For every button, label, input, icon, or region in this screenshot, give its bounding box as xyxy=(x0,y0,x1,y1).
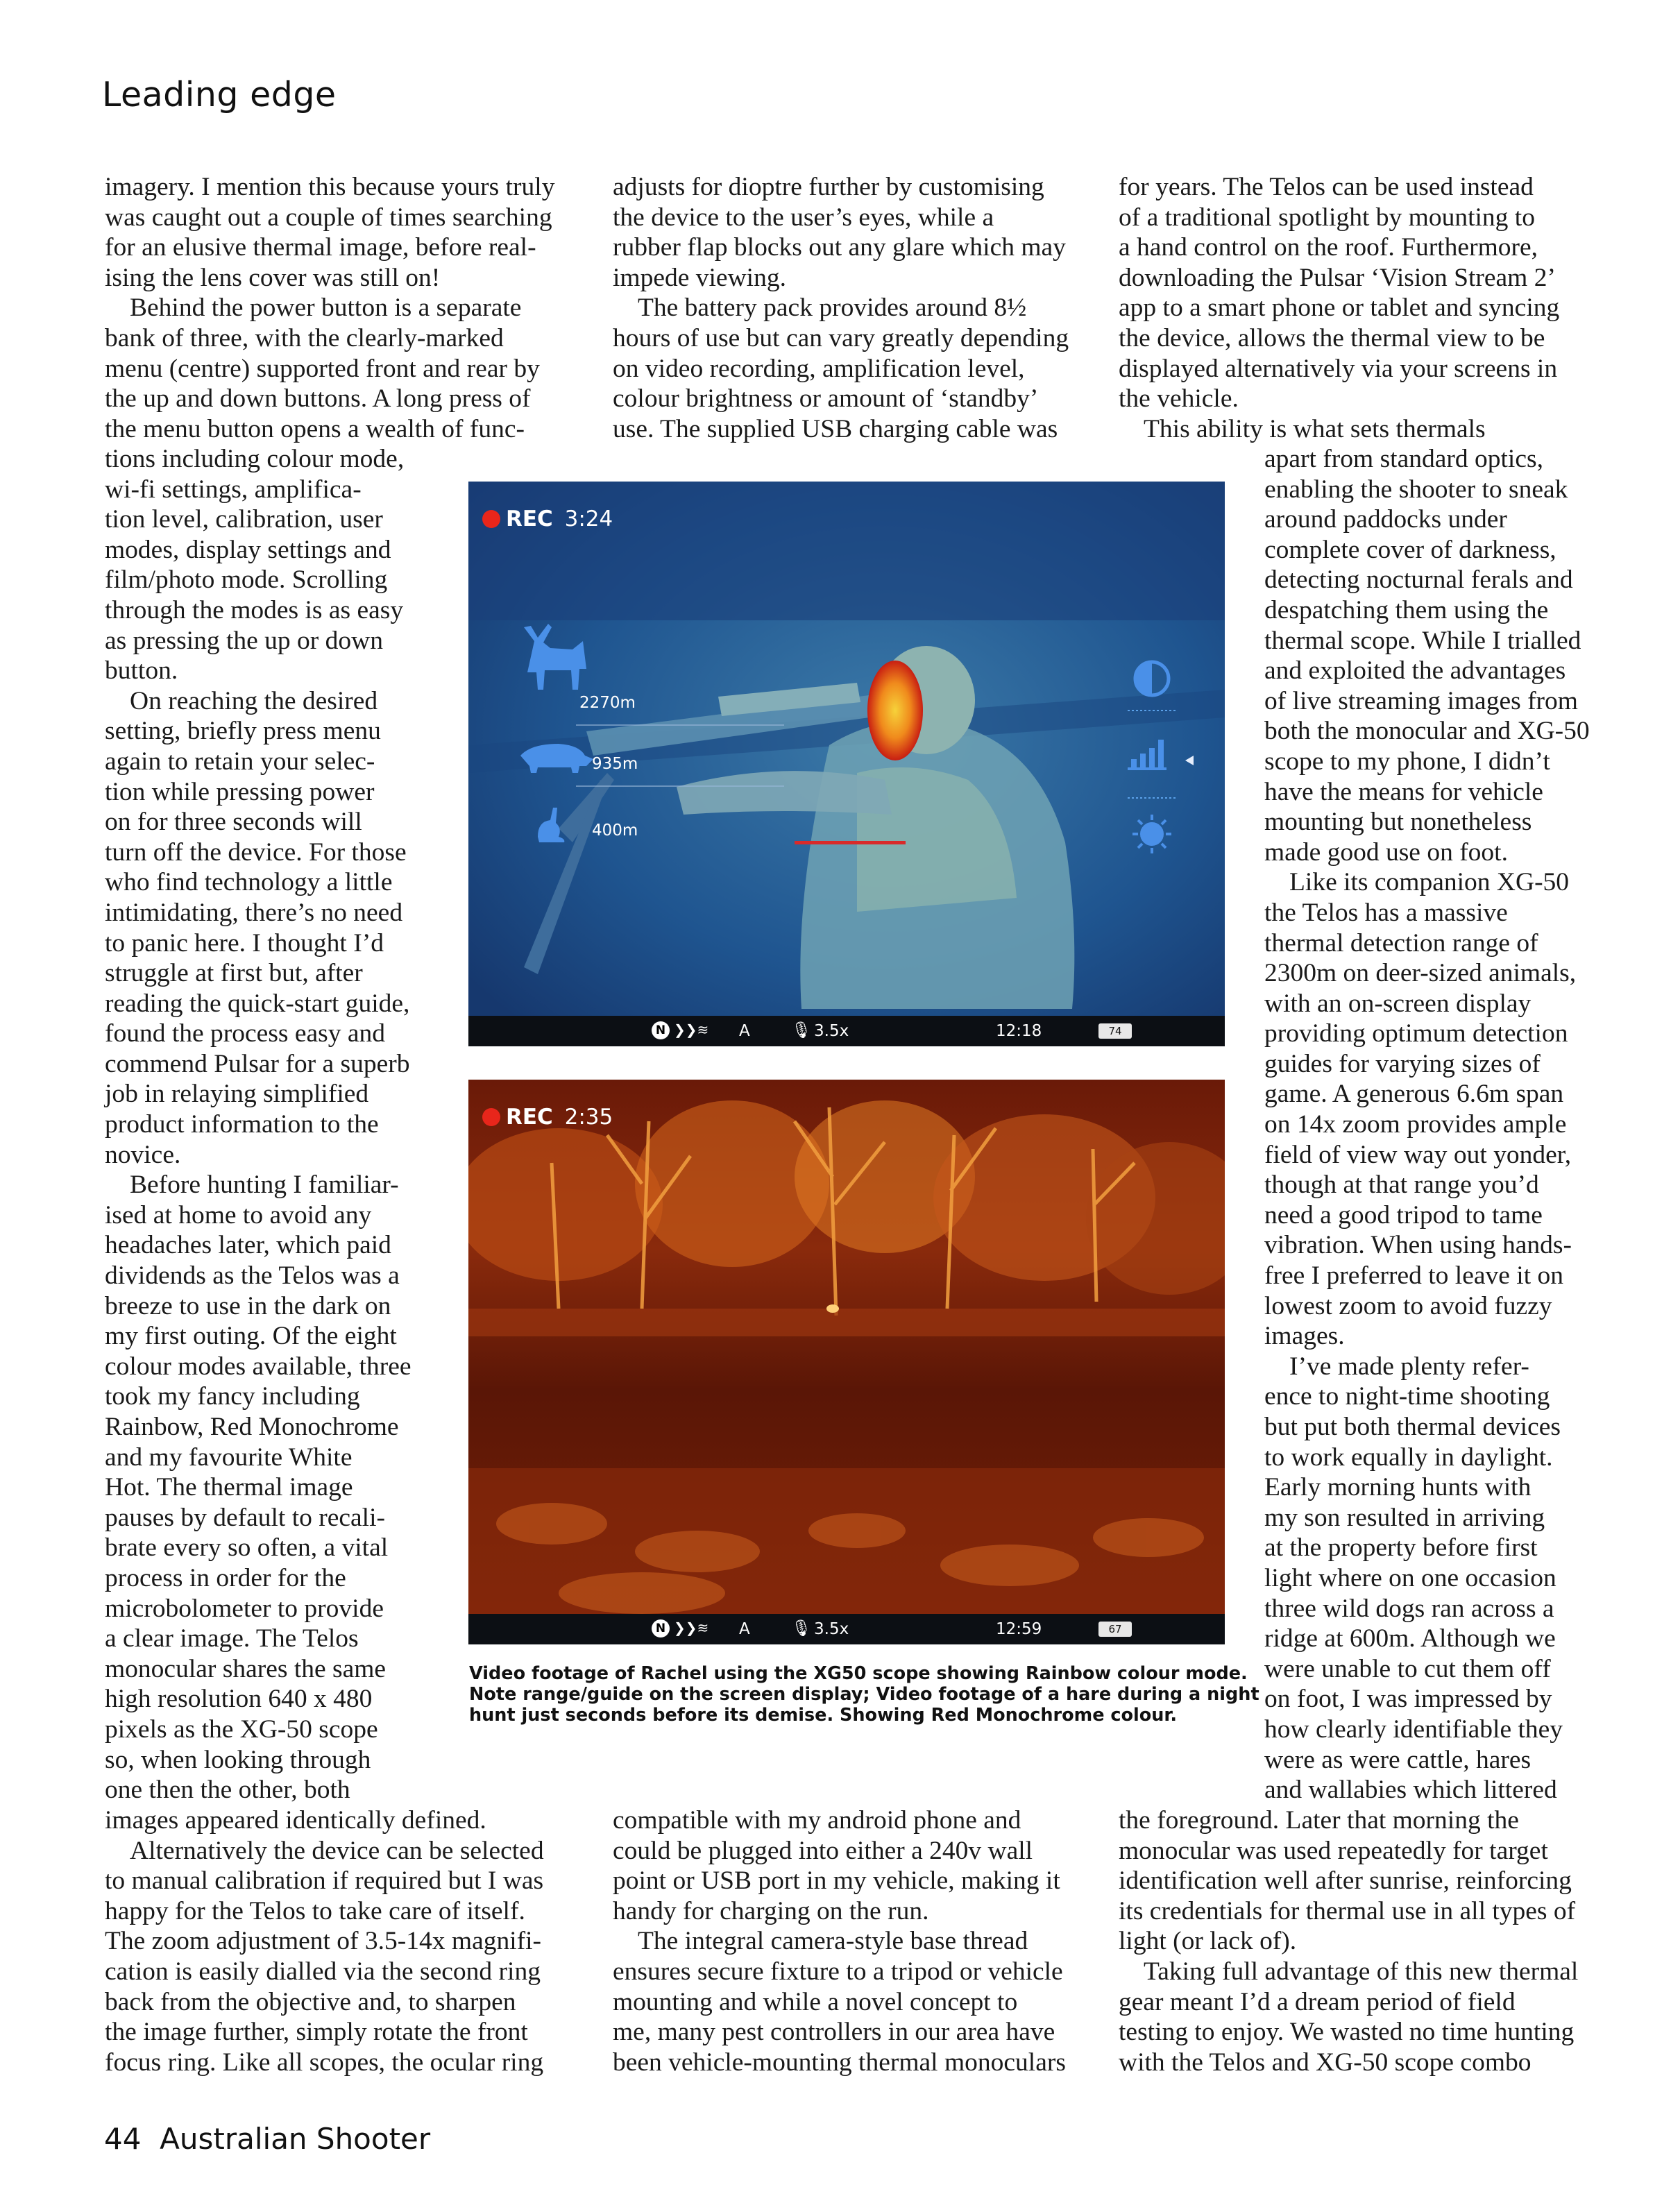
text-line: Behind the power button is a separate xyxy=(130,293,522,323)
text-line: brate every so often, a vital xyxy=(105,1533,389,1563)
text-line: though at that range you’d xyxy=(1264,1171,1539,1200)
text-line: three wild dogs ran across a xyxy=(1264,1594,1554,1623)
text-line: bank of three, with the clearly-marked xyxy=(105,323,504,352)
text-line: light (or lack of). xyxy=(1119,1927,1297,1956)
text-line: mounting and while a novel concept to xyxy=(613,1987,1018,2016)
text-line: compatible with my android phone and xyxy=(613,1806,1021,1835)
text-line: high resolution 640 x 480 xyxy=(105,1685,373,1714)
thermal-image-rainbow xyxy=(468,482,1225,1046)
text-line: On reaching the desired xyxy=(130,686,378,715)
text-line: on foot, I was impressed by xyxy=(1264,1685,1552,1714)
text-line: the device to the user’s eyes, while a xyxy=(613,203,994,232)
text-line: of a traditional spotlight by mounting to xyxy=(1119,203,1535,232)
text-line: took my fancy including xyxy=(105,1382,360,1411)
rec-time-2: 2:35 xyxy=(564,1105,613,1130)
column-2-bottom xyxy=(613,1805,1066,2077)
text-line: product information to the xyxy=(105,1110,379,1139)
text-line: pauses by default to recali- xyxy=(105,1503,386,1532)
text-line: complete cover of darkness, xyxy=(1264,535,1556,564)
text-line: I’ve made plenty refer- xyxy=(1289,1352,1529,1381)
text-line: app to a smart phone or tablet and syncing xyxy=(1119,293,1560,323)
text-line: mounting but nonetheless xyxy=(1264,808,1532,837)
text-line: on video recording, amplification level, xyxy=(613,354,1025,383)
text-line: monocular shares the same xyxy=(105,1654,387,1683)
text-line: detecting nocturnal ferals and xyxy=(1264,565,1573,595)
text-line: field of view way out yonder, xyxy=(1264,1140,1572,1169)
text-line: light where on one occasion xyxy=(1264,1563,1556,1592)
text-line: Hot. The thermal image xyxy=(105,1473,353,1502)
mic-icon: 🎙︎ xyxy=(791,1021,812,1039)
text-line: colour modes available, three xyxy=(105,1352,411,1381)
rec-indicator-2 xyxy=(482,1105,613,1130)
rec-dot-2 xyxy=(482,1108,500,1126)
text-line: made good use on foot. xyxy=(1264,837,1508,867)
text-line: struggle at first but, after xyxy=(105,959,363,988)
text-line: the foreground. Later that morning the xyxy=(1119,1806,1519,1835)
text-line: through the modes is as easy xyxy=(105,595,404,624)
text-line: headaches later, which paid xyxy=(105,1231,391,1260)
text-line: who find technology a little xyxy=(105,868,393,897)
text-line: a clear image. The Telos xyxy=(105,1624,359,1653)
hare-hotspot xyxy=(826,1304,839,1313)
text-line: my first outing. Of the eight xyxy=(105,1322,397,1351)
zoom-label-2: 3.5x xyxy=(814,1620,849,1638)
figure-caption xyxy=(469,1663,1259,1726)
text-line: for years. The Telos can be used instead xyxy=(1119,173,1534,201)
text-line: imagery. I mention this because yours truly xyxy=(105,173,555,201)
text-line: ising the lens cover was still on! xyxy=(105,263,441,292)
zoom-label: 3.5x xyxy=(814,1022,849,1040)
text-line: the vehicle. xyxy=(1119,384,1239,414)
text-line: hours of use but can vary greatly depending xyxy=(613,323,1069,352)
text-line: the menu button opens a wealth of func- xyxy=(105,414,525,443)
range-935: 935m xyxy=(592,755,638,773)
text-line: reading the quick-start guide, xyxy=(105,989,410,1018)
column-3-bottom xyxy=(1119,1805,1578,2077)
text-line: could be plugged into either a 240v wall xyxy=(613,1836,1033,1865)
range-400: 400m xyxy=(592,822,638,840)
text-line: of live streaming images from xyxy=(1264,686,1578,715)
text-line: point or USB port in my vehicle, making it xyxy=(613,1866,1060,1896)
text-line: menu (centre) supported front and rear by xyxy=(105,354,540,383)
text-line: gear meant I’d a dream period of field xyxy=(1119,1987,1516,2016)
text-line: been vehicle-mounting thermal monoculars xyxy=(613,2048,1066,2077)
text-line: use. The supplied USB charging cable was xyxy=(613,414,1058,443)
text-line: focus ring. Like all scopes, the ocular ring xyxy=(105,2048,544,2077)
text-line: to manual calibration if required but I was xyxy=(105,1866,544,1896)
text-line: ensures secure fixture to a tripod or vehicle xyxy=(613,1957,1063,1986)
text-line: testing to enjoy. We wasted no time hunting xyxy=(1119,2018,1575,2047)
range-2270: 2270m xyxy=(579,694,636,712)
text-line: wi-fi settings, amplifica- xyxy=(105,475,362,504)
text-line: tion level, calibration, user xyxy=(105,505,383,534)
text-line: but put both thermal devices xyxy=(1264,1413,1561,1441)
text-line: novice. xyxy=(105,1140,181,1169)
page-footer xyxy=(104,2122,430,2156)
text-line: cation is easily dialled via the second ring xyxy=(105,1957,541,1986)
text-line: turn off the device. For those xyxy=(105,837,407,867)
page-number: 44 xyxy=(104,2122,142,2156)
section-title: Leading edge xyxy=(102,75,337,114)
text-line: need a good tripod to tame xyxy=(1264,1200,1543,1230)
text-line: with an on-screen display xyxy=(1264,989,1531,1018)
text-line: thermal scope. While I trialled xyxy=(1264,626,1581,655)
caption-line: hunt just seconds before its demise. Showing Red Monochrome colour. xyxy=(469,1705,1178,1726)
thermal-scene-trees xyxy=(468,1080,1225,1644)
text-line: The battery pack provides around 8½ xyxy=(638,293,1027,323)
mode-label: A xyxy=(739,1022,750,1040)
text-line: with the Telos and XG-50 scope combo xyxy=(1119,2048,1531,2077)
rec-indicator xyxy=(482,507,613,531)
text-line: Taking full advantage of this new thermal xyxy=(1144,1957,1579,1986)
text-line: displayed alternatively via your screens in xyxy=(1119,354,1558,383)
text-line: again to retain your selec- xyxy=(105,747,375,776)
text-line: so, when looking through xyxy=(105,1745,371,1774)
clock-label-2: 12:59 xyxy=(996,1620,1042,1638)
text-line: and wallabies which littered xyxy=(1264,1776,1557,1805)
text-line: The zoom adjustment of 3.5-14x magnifi- xyxy=(105,1927,542,1956)
column-1-top xyxy=(105,172,554,444)
rec-label: REC xyxy=(506,507,553,531)
text-line: on for three seconds will xyxy=(105,808,362,837)
text-line: commend Pulsar for a superb xyxy=(105,1049,410,1078)
text-line: happy for the Telos to take care of itself. xyxy=(105,1896,525,1925)
text-line: free I preferred to leave it on xyxy=(1264,1261,1563,1291)
text-line: process in order for the xyxy=(105,1563,346,1592)
text-line: images appeared identically defined. xyxy=(105,1806,486,1835)
rec-label-2: REC xyxy=(506,1105,553,1130)
text-line: thermal detection range of xyxy=(1264,928,1538,958)
text-line: dividends as the Telos was a xyxy=(105,1261,400,1291)
text-line: despatching them using the xyxy=(1264,595,1549,624)
text-line: handy for charging on the run. xyxy=(613,1896,929,1925)
mic-icon-2: 🎙︎ xyxy=(791,1619,812,1637)
text-line: the image further, simply rotate the front xyxy=(105,2018,528,2047)
column-1-bottom xyxy=(105,1805,544,2077)
n-badge: N xyxy=(652,1021,670,1039)
text-line: lowest zoom to avoid fuzzy xyxy=(1264,1291,1552,1320)
text-line: the device, allows the thermal view to be xyxy=(1119,323,1545,352)
mode-label-2: A xyxy=(739,1620,750,1638)
text-line: button. xyxy=(105,656,178,686)
text-line: setting, briefly press menu xyxy=(105,717,381,746)
text-line: job in relaying simplified xyxy=(105,1080,369,1109)
text-line: providing optimum detection xyxy=(1264,1019,1568,1048)
text-line: apart from standard optics, xyxy=(1264,445,1543,473)
text-line: around paddocks under xyxy=(1264,505,1507,534)
column-1-narrow xyxy=(105,444,411,1805)
text-line: film/photo mode. Scrolling xyxy=(105,565,388,595)
text-line: intimidating, there’s no need xyxy=(105,898,403,927)
text-line: impede viewing. xyxy=(613,263,786,292)
column-2-top xyxy=(613,172,1069,444)
text-line: both the monocular and XG-50 xyxy=(1264,717,1590,746)
text-line: vibration. When using hands- xyxy=(1264,1231,1572,1260)
text-line: on 14x zoom provides ample xyxy=(1264,1110,1567,1139)
text-line: Rainbow, Red Monochrome xyxy=(105,1413,399,1441)
text-line: tions including colour mode, xyxy=(105,445,405,473)
text-line: the Telos has a massive xyxy=(1264,898,1508,927)
rec-time: 3:24 xyxy=(564,507,613,531)
battery-level: 74 xyxy=(1108,1025,1122,1037)
text-line: Alternatively the device can be selected xyxy=(130,1836,544,1865)
text-line: for an elusive thermal image, before real- xyxy=(105,233,536,262)
text-line: found the process easy and xyxy=(105,1019,386,1048)
text-line: rubber flap blocks out any glare which may xyxy=(613,233,1066,262)
n-badge-2: N xyxy=(652,1619,670,1637)
text-line: were unable to cut them off xyxy=(1264,1654,1551,1683)
clock-label: 12:18 xyxy=(996,1022,1042,1040)
text-line: one then the other, both xyxy=(105,1776,350,1805)
caption-line: Video footage of Rachel using the XG50 scope showing Rainbow colour mode. xyxy=(469,1663,1248,1684)
text-line: enabling the shooter to sneak xyxy=(1264,475,1568,504)
text-line: adjusts for dioptre further by customising xyxy=(613,173,1044,201)
text-line: scope to my phone, I didn’t xyxy=(1264,747,1550,776)
text-line: at the property before first xyxy=(1264,1533,1538,1563)
battery-level-2: 67 xyxy=(1108,1623,1122,1635)
text-line: a hand control on the roof. Furthermore, xyxy=(1119,233,1538,262)
text-line: Before hunting I familiar- xyxy=(130,1171,399,1200)
text-line: and exploited the advantages xyxy=(1264,656,1566,686)
text-line: its credentials for thermal use in all types of xyxy=(1119,1896,1576,1925)
text-line: images. xyxy=(1264,1322,1345,1351)
text-line: game. A generous 6.6m span xyxy=(1264,1080,1564,1109)
text-line: ence to night-time shooting xyxy=(1264,1382,1550,1411)
thermal-scene-shooter xyxy=(468,482,1225,1046)
text-line: as pressing the up or down xyxy=(105,626,383,655)
text-line: ised at home to avoid any xyxy=(105,1200,372,1230)
battery-icon xyxy=(1098,1023,1132,1039)
text-line: identification well after sunrise, reinforcing xyxy=(1119,1866,1572,1896)
text-line: ridge at 600m. Although we xyxy=(1264,1624,1556,1653)
text-line: me, many pest controllers in our area have xyxy=(613,2018,1055,2047)
text-line: colour brightness or amount of ‘standby’ xyxy=(613,384,1039,414)
text-line: and my favourite White xyxy=(105,1443,353,1472)
text-line: 2300m on deer-sized animals, xyxy=(1264,959,1577,988)
text-line: was caught out a couple of times searching xyxy=(105,203,552,232)
text-line: monocular was used repeatedly for target xyxy=(1119,1836,1548,1865)
text-line: Like its companion XG-50 xyxy=(1289,868,1570,897)
status-bar xyxy=(468,1016,1225,1046)
text-line: pixels as the XG-50 scope xyxy=(105,1715,378,1744)
text-line: downloading the Pulsar ‘Vision Stream 2’ xyxy=(1119,263,1556,292)
text-line: have the means for vehicle xyxy=(1264,777,1543,806)
text-line: to panic here. I thought I’d xyxy=(105,928,384,958)
text-line: my son resulted in arriving xyxy=(1264,1503,1545,1532)
status-bar-2 xyxy=(468,1614,1225,1644)
column-3-top xyxy=(1119,172,1559,444)
ir-icon-2: ❯❯≋ xyxy=(674,1619,709,1636)
ir-icon: ❯❯≋ xyxy=(674,1021,709,1038)
battery-icon-2 xyxy=(1098,1622,1132,1637)
text-line: This ability is what sets thermals xyxy=(1144,414,1486,443)
text-line: breeze to use in the dark on xyxy=(105,1291,391,1320)
text-line: guides for varying sizes of xyxy=(1264,1049,1541,1078)
text-line: tion while pressing power xyxy=(105,777,375,806)
thermal-image-red-mono xyxy=(468,1080,1225,1644)
text-line: were as were cattle, hares xyxy=(1264,1745,1531,1774)
text-line: to work equally in daylight. xyxy=(1264,1443,1553,1472)
text-line: Early morning hunts with xyxy=(1264,1473,1531,1502)
text-line: microbolometer to provide xyxy=(105,1594,384,1623)
caption-line: Note range/guide on the screen display; Video footage of a hare during a night xyxy=(469,1684,1259,1705)
text-line: how clearly identifiable they xyxy=(1264,1715,1563,1744)
rec-dot xyxy=(482,510,500,528)
text-line: The integral camera-style base thread xyxy=(638,1927,1028,1956)
magazine-name: Australian Shooter xyxy=(160,2122,431,2156)
text-line: the up and down buttons. A long press of xyxy=(105,384,531,414)
text-line: modes, display settings and xyxy=(105,535,391,564)
text-line: back from the objective and, to sharpen xyxy=(105,1987,516,2016)
column-3-narrow xyxy=(1264,444,1590,1805)
